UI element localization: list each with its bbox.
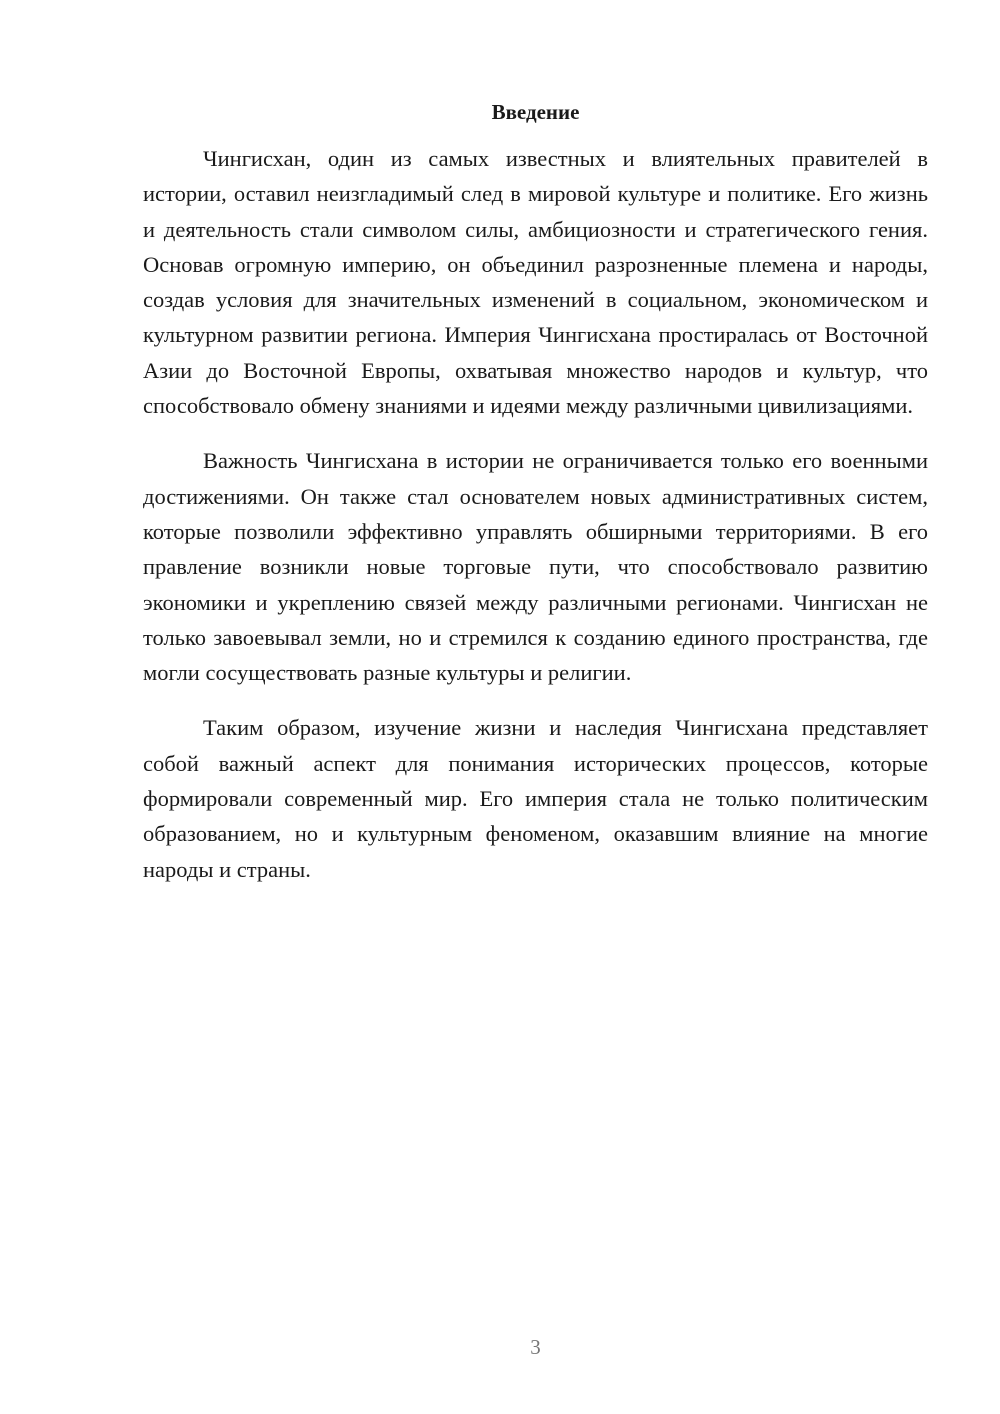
paragraph: Важность Чингисхана в истории не ограничивается только его военными достижениями. Он также стал основателем новых административных систем, которые позволили эффективно управлять обширными территориями. В его правление возникли новые торговые пути, что способствовало развитию экономики и укреплению связей между различными регионами. Чингисхан не только завоевывал земли, но и стремился к созданию единого пространства, где могли сосуществовать разные культуры и религии.: [143, 448, 928, 686]
section-heading: Введение: [491, 100, 580, 124]
page-number: 3: [530, 1335, 541, 1359]
paragraph: Чингисхан, один из самых известных и влиятельных правителей в истории, оставил неизгладимый след в мировой культуре и политике. Его жизнь и деятельность стали символом силы, амбициозности и стратегического гения. Основав огромную империю, он объединил разрозненные племена и народы, создав условия для значительных изменений в социальном, экономическом и культурном развитии региона. Империя Чингисхана простиралась от Восточной Азии до Восточной Европы, охватывая множество народов и культур, что способствовало обмену знаниями и идеями между различными цивилизациями.: [143, 146, 928, 419]
paragraph: Таким образом, изучение жизни и наследия Чингисхана представляет собой важный аспект для понимания исторических процессов, которые формировали современный мир. Его империя стала не только политическим образованием, но и культурным феноменом, оказавшим влияние на многие народы и страны.: [143, 715, 928, 882]
body-text: [143, 141, 928, 907]
